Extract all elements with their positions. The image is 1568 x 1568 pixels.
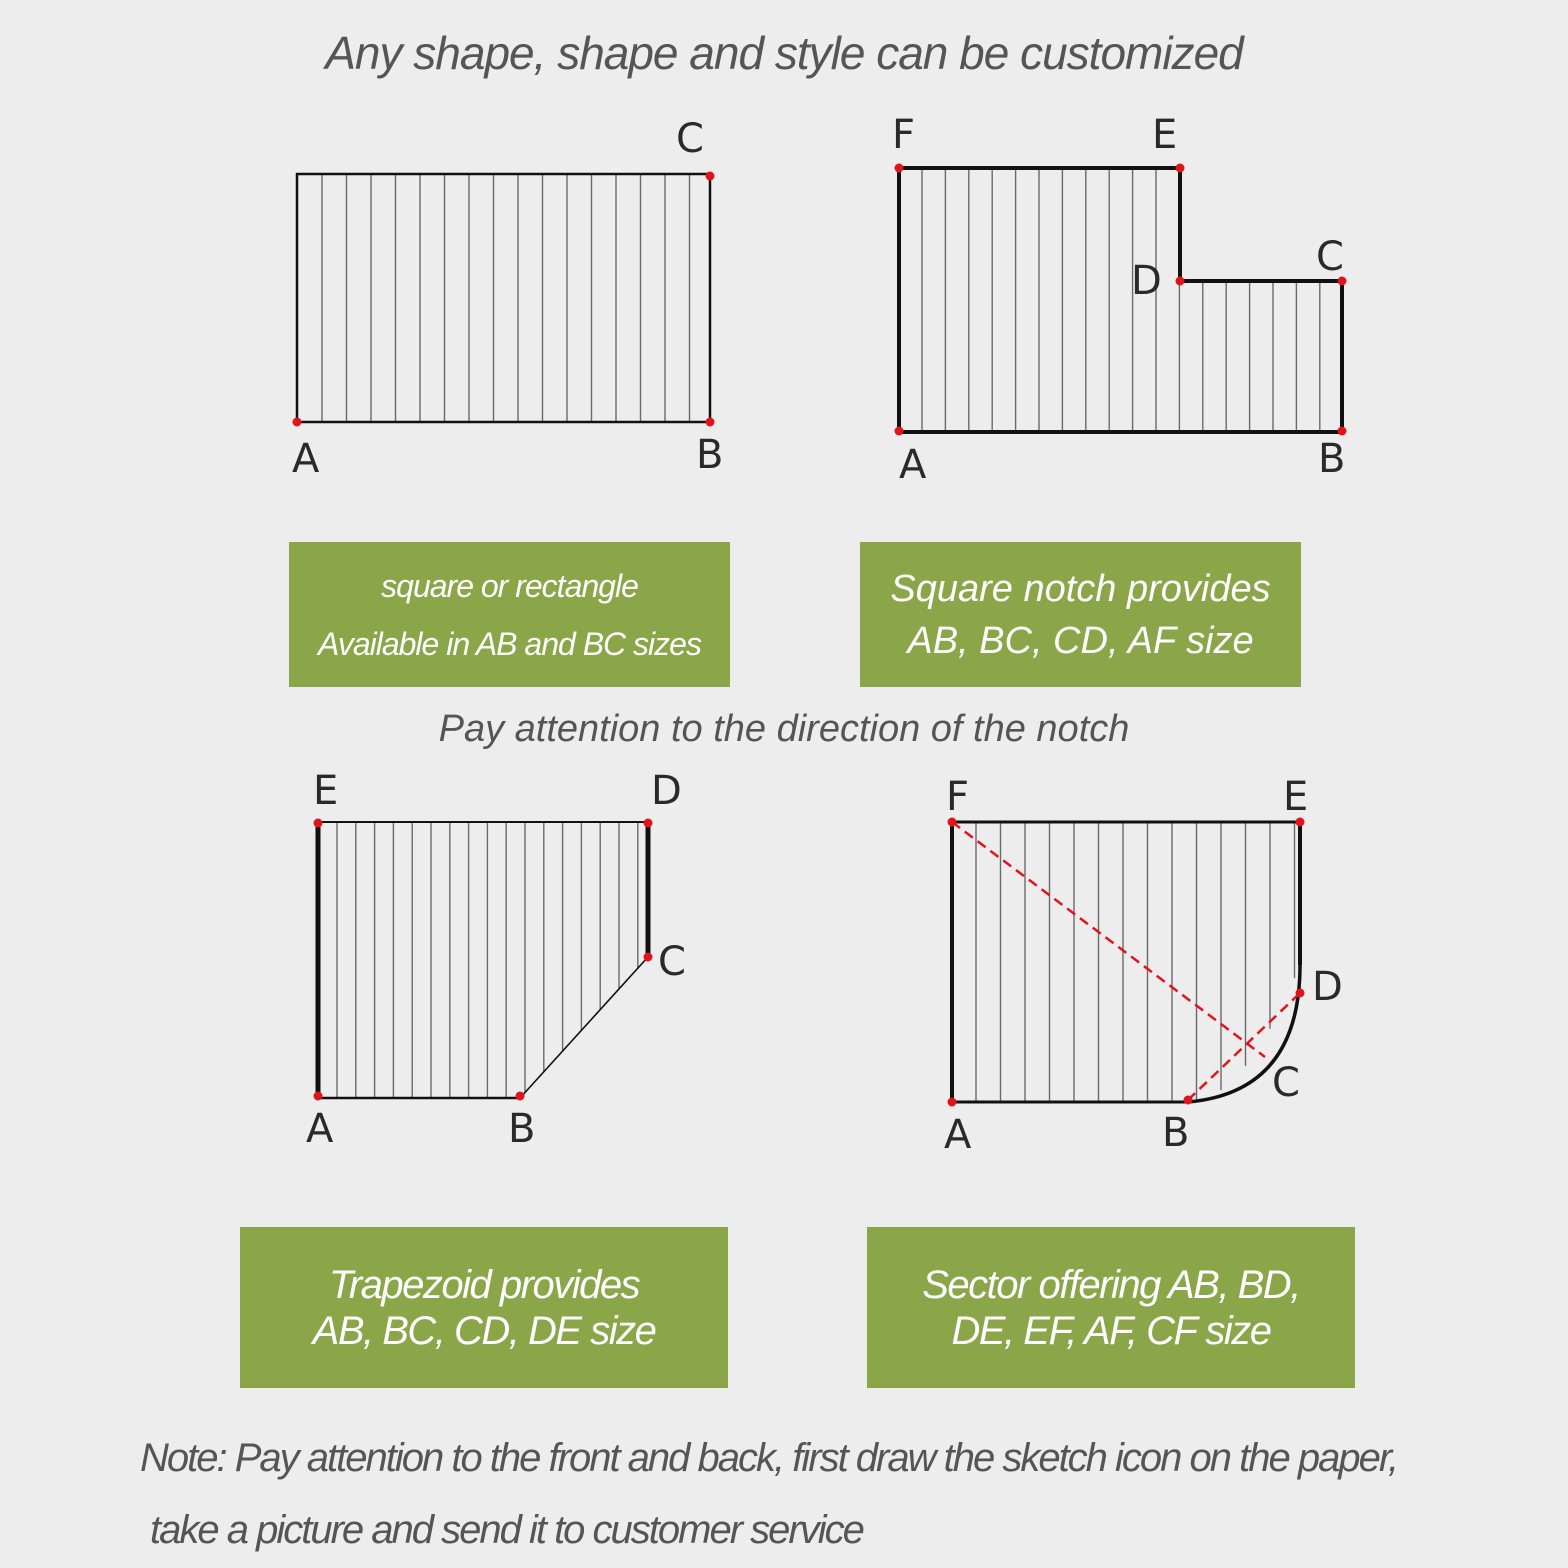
trapezoid-shape [306, 768, 686, 1152]
notch-direction-note: Pay attention to the direction of the notch [438, 708, 1130, 750]
trapezoid-stripes [337, 822, 638, 1098]
page-title: Any shape, shape and style can be customized [325, 27, 1243, 79]
trapezoid-caption [240, 1227, 728, 1388]
caption-line: DE, EF, AF, CF size [951, 1308, 1271, 1353]
vertex-d-dot [1296, 989, 1305, 998]
square-notch-stripes [922, 168, 1320, 432]
label-c: C [1272, 1060, 1300, 1106]
caption-line: AB, BC, CD, DE size [312, 1308, 656, 1353]
caption-line: AB, BC, CD, AF size [907, 619, 1254, 662]
vertex-b-dot [706, 418, 715, 427]
sector-shape [944, 774, 1343, 1158]
label-d: D [1131, 258, 1162, 304]
vertex-a-dot [895, 427, 904, 436]
footer-note-line-1: Note: Pay attention to the front and back, first draw the sketch icon on the paper, [140, 1436, 1398, 1480]
label-b: B [1162, 1110, 1190, 1156]
vertex-e-dot [1176, 164, 1185, 173]
label-c: C [676, 116, 704, 162]
vertex-b-dot [1338, 427, 1347, 436]
square-notch-shape [892, 112, 1347, 488]
caption-line: Square notch provides [890, 567, 1271, 610]
label-e: E [313, 768, 339, 814]
vertex-a-dot [314, 1092, 323, 1101]
vertex-b-dot [516, 1092, 525, 1101]
label-e: E [1152, 112, 1178, 158]
vertex-d-dot [1176, 277, 1185, 286]
label-b: B [696, 432, 724, 478]
vertex-b-dot [1184, 1096, 1193, 1105]
label-a: A [899, 442, 927, 488]
rectangle-caption [289, 542, 730, 687]
label-a: A [306, 1106, 334, 1152]
label-a: A [944, 1112, 972, 1158]
label-c: C [1316, 234, 1344, 280]
vertex-c-dot [644, 953, 653, 962]
label-b: B [508, 1106, 536, 1152]
label-a: A [292, 436, 320, 482]
sector-caption [867, 1227, 1355, 1388]
rectangle-shape [292, 116, 723, 482]
label-f: F [946, 774, 970, 820]
caption-line: square or rectangle [381, 567, 638, 604]
label-e: E [1283, 774, 1309, 820]
dashed-line-cf [952, 822, 1265, 1057]
label-d: D [651, 768, 682, 814]
label-c: C [658, 939, 686, 985]
rectangle-stripes [322, 174, 690, 422]
vertex-a-dot [293, 418, 302, 427]
square-notch-caption [860, 542, 1301, 687]
label-d: D [1312, 964, 1343, 1010]
vertex-a-dot [948, 1098, 957, 1107]
label-b: B [1318, 436, 1346, 482]
vertex-e-dot [314, 819, 323, 828]
vertex-f-dot [895, 164, 904, 173]
footer-note-line-2: take a picture and send it to customer service [150, 1508, 863, 1552]
caption-line: Sector offering AB, BD, [922, 1262, 1300, 1307]
sector-stripes [976, 822, 1295, 1102]
label-f: F [892, 112, 916, 158]
vertex-c-dot [706, 172, 715, 181]
caption-line: Trapezoid provides [328, 1262, 640, 1307]
vertex-d-dot [644, 819, 653, 828]
caption-line: Available in AB and BC sizes [318, 625, 701, 662]
